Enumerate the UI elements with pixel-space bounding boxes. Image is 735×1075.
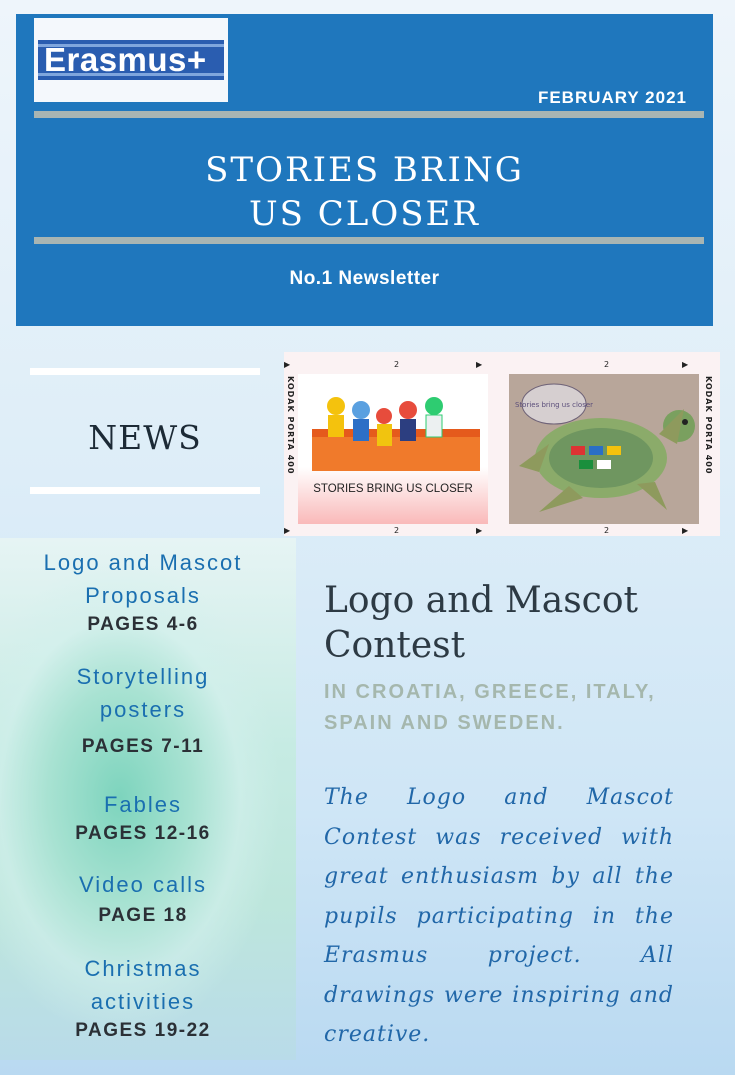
newsletter-title: STORIES BRING US CLOSER bbox=[205, 150, 524, 234]
film-edge-bottom: ▶ 2 ▶ 2 ▶ bbox=[284, 526, 689, 535]
film-brand-label: KODAK PORTA 400 bbox=[286, 376, 295, 475]
film-arrow-icon: ▶ bbox=[476, 360, 483, 369]
contents-item: Logo and Mascot Proposals PAGES 4-6 bbox=[43, 550, 243, 635]
news-heading: NEWS bbox=[88, 418, 202, 457]
erasmus-logo bbox=[34, 18, 228, 102]
contents-item: Storytelling posters PAGES 7-11 bbox=[76, 664, 210, 757]
svg-text:STORIES BRING US CLOSER: STORIES BRING US CLOSER bbox=[313, 483, 473, 495]
newsletter-subtitle: No.1 Newsletter bbox=[289, 268, 440, 289]
contents-sidebar bbox=[0, 538, 296, 1060]
contents-item: Fables PAGES 12-16 bbox=[75, 792, 211, 844]
film-arrow-icon: ▶ bbox=[682, 360, 689, 369]
film-arrow-icon: ▶ bbox=[284, 360, 291, 369]
article-body: The Logo and Mascot Contest was received with great enthusiasm by all the pupils participating in the Erasmus project. All drawings were inspiring and creative. bbox=[324, 785, 674, 1047]
news-divider-top bbox=[30, 368, 260, 375]
project-logo-photo bbox=[298, 374, 488, 524]
article-subtitle: IN CROATIA, GREECE, ITALY, SPAIN AND SWEDEN. bbox=[324, 681, 656, 734]
header-divider-top bbox=[34, 111, 704, 118]
news-divider-bottom bbox=[30, 487, 260, 494]
photo-strip bbox=[284, 352, 720, 536]
newsletter-header bbox=[16, 14, 713, 326]
film-arrow-icon: ▶ bbox=[682, 526, 689, 535]
contents-item: Christmas activities PAGES 19-22 bbox=[75, 956, 211, 1041]
issue-date: FEBRUARY 2021 bbox=[537, 88, 687, 107]
turtle-mascot-photo bbox=[509, 374, 699, 524]
film-brand-label: KODAK PORTA 400 bbox=[704, 376, 713, 475]
article-title: Logo and Mascot Contest bbox=[324, 580, 638, 666]
film-edge-top: ▶ 2 ▶ 2 ▶ bbox=[284, 360, 689, 369]
header-divider-bottom bbox=[34, 237, 704, 244]
contents-item: Video calls PAGE 18 bbox=[79, 872, 207, 926]
film-arrow-icon: ▶ bbox=[284, 526, 291, 535]
logo-text: Erasmus+ bbox=[44, 41, 207, 78]
svg-text:Stories bring us closer: Stories bring us closer bbox=[514, 401, 594, 409]
film-arrow-icon: ▶ bbox=[476, 526, 483, 535]
